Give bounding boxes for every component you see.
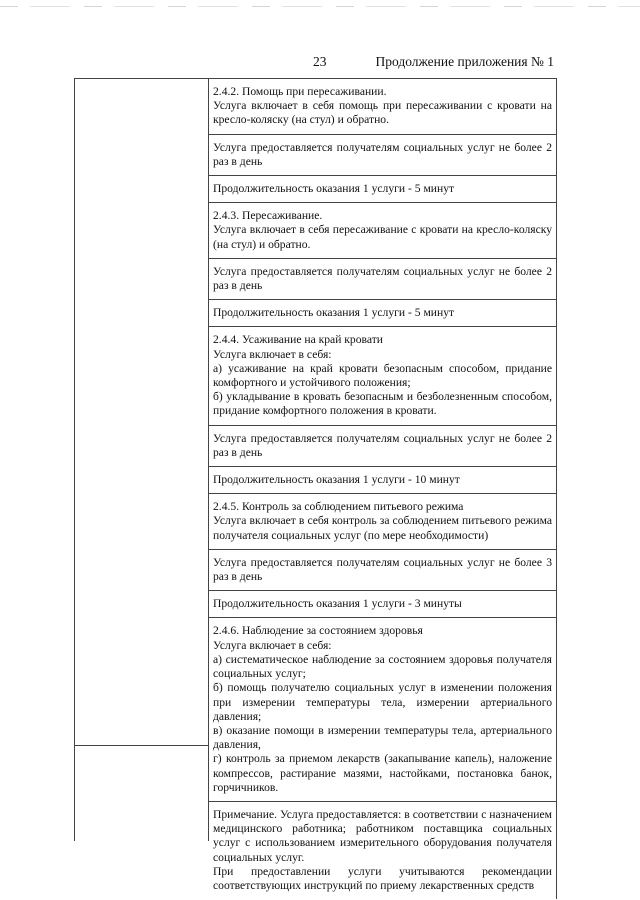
page-header (0, 54, 640, 74)
service-duration-cell (209, 467, 556, 494)
left-column-divider (75, 745, 208, 746)
note-text: Примечание. Услуга предоставляется: в соответствии с назначением медицинского работника; работником поставщика социальных услуг с использованием измерительного оборудования получателя социальных услуг. (213, 807, 552, 864)
service-description-cell (209, 79, 556, 135)
scan-artifact-line (0, 6, 640, 7)
service-text: Услуга включает в себя пересаживание с кровати на кресло-коляску (на стул) и обратно. (213, 223, 552, 251)
service-heading: 2.4.2. Помощь при пересаживании. (213, 85, 387, 98)
service-item: а) систематическое наблюдение за состоянием здоровья получателя социальных услуг; (213, 652, 552, 681)
service-heading: 2.4.5. Контроль за соблюдением питьевого режима (213, 500, 464, 514)
right-column (209, 79, 557, 899)
service-duration-cell (209, 591, 556, 618)
service-item: а) усаживание на край кровати безопасным способом, придание комфортного и устойчивого положения; (213, 361, 552, 390)
service-duration-cell (209, 176, 556, 203)
service-text: Услуга включает в себя контроль за соблюдением питьевого режима получателя социальных услуг (по мере необходимости) (213, 514, 552, 542)
service-heading: 2.4.3. Пересаживание. (213, 209, 323, 223)
service-frequency: Услуга предоставляется получателям социальных услуг не более 2 раз в день (213, 431, 552, 459)
service-frequency: Услуга предоставляется получателям социальных услуг не более 2 раз в день (213, 140, 552, 168)
service-frequency-cell (209, 135, 556, 176)
service-frequency-cell (209, 550, 556, 591)
service-description-cell (209, 494, 556, 550)
service-text: Услуга включает в себя помощь при пересаживании с кровати на кресло-коляску (на стул) и обратно. (213, 99, 552, 127)
service-text: Услуга включает в себя: (213, 347, 332, 361)
service-duration: Продолжительность оказания 1 услуги - 3 минуты (213, 597, 462, 611)
service-item: б) укладывание в кровать безопасным и безболезненным способом, придание комфортного положения в кровати. (213, 390, 552, 418)
service-duration-cell (209, 300, 556, 327)
note-cell (209, 802, 556, 899)
service-item: б) помощь получателю социальных услуг в изменении положения при измерении температуры тела, измерении артериального давления; (213, 681, 552, 723)
service-frequency-cell (209, 259, 556, 300)
service-heading: 2.4.6. Наблюдение за состоянием здоровья (213, 624, 423, 638)
service-text: Услуга включает в себя: (213, 638, 332, 652)
services-table (74, 78, 557, 892)
service-duration: Продолжительность оказания 1 услуги - 5 минут (213, 182, 455, 196)
service-frequency: Услуга предоставляется получателям социальных услуг не более 3 раз в день (213, 555, 552, 584)
note-text: При предоставлении услуги учитываются рекомендации соответствующих инструкций по приему лекарственных средств (213, 864, 552, 892)
service-frequency-cell (209, 426, 556, 467)
service-frequency: Услуга предоставляется получателям социальных услуг не более 2 раз в день (213, 264, 552, 293)
service-description-cell (209, 618, 556, 801)
page-number: 23 (313, 54, 327, 69)
service-item: в) оказание помощи в измерении температуры тела, артериального давления, (213, 723, 552, 752)
service-duration: Продолжительность оказания 1 услуги - 5 минут (213, 306, 455, 320)
left-column (75, 79, 209, 841)
continuation-title: Продолжение приложения № 1 (375, 54, 554, 69)
service-description-cell (209, 327, 556, 425)
service-heading: 2.4.4. Усаживание на край кровати (213, 333, 383, 347)
service-item: г) контроль за приемом лекарств (закапывание капель), наложение компрессов, растирание мазями, настойками, постановка банок, горчичников. (213, 752, 552, 794)
service-description-cell (209, 203, 556, 259)
service-duration: Продолжительность оказания 1 услуги - 10 минут (213, 473, 460, 487)
